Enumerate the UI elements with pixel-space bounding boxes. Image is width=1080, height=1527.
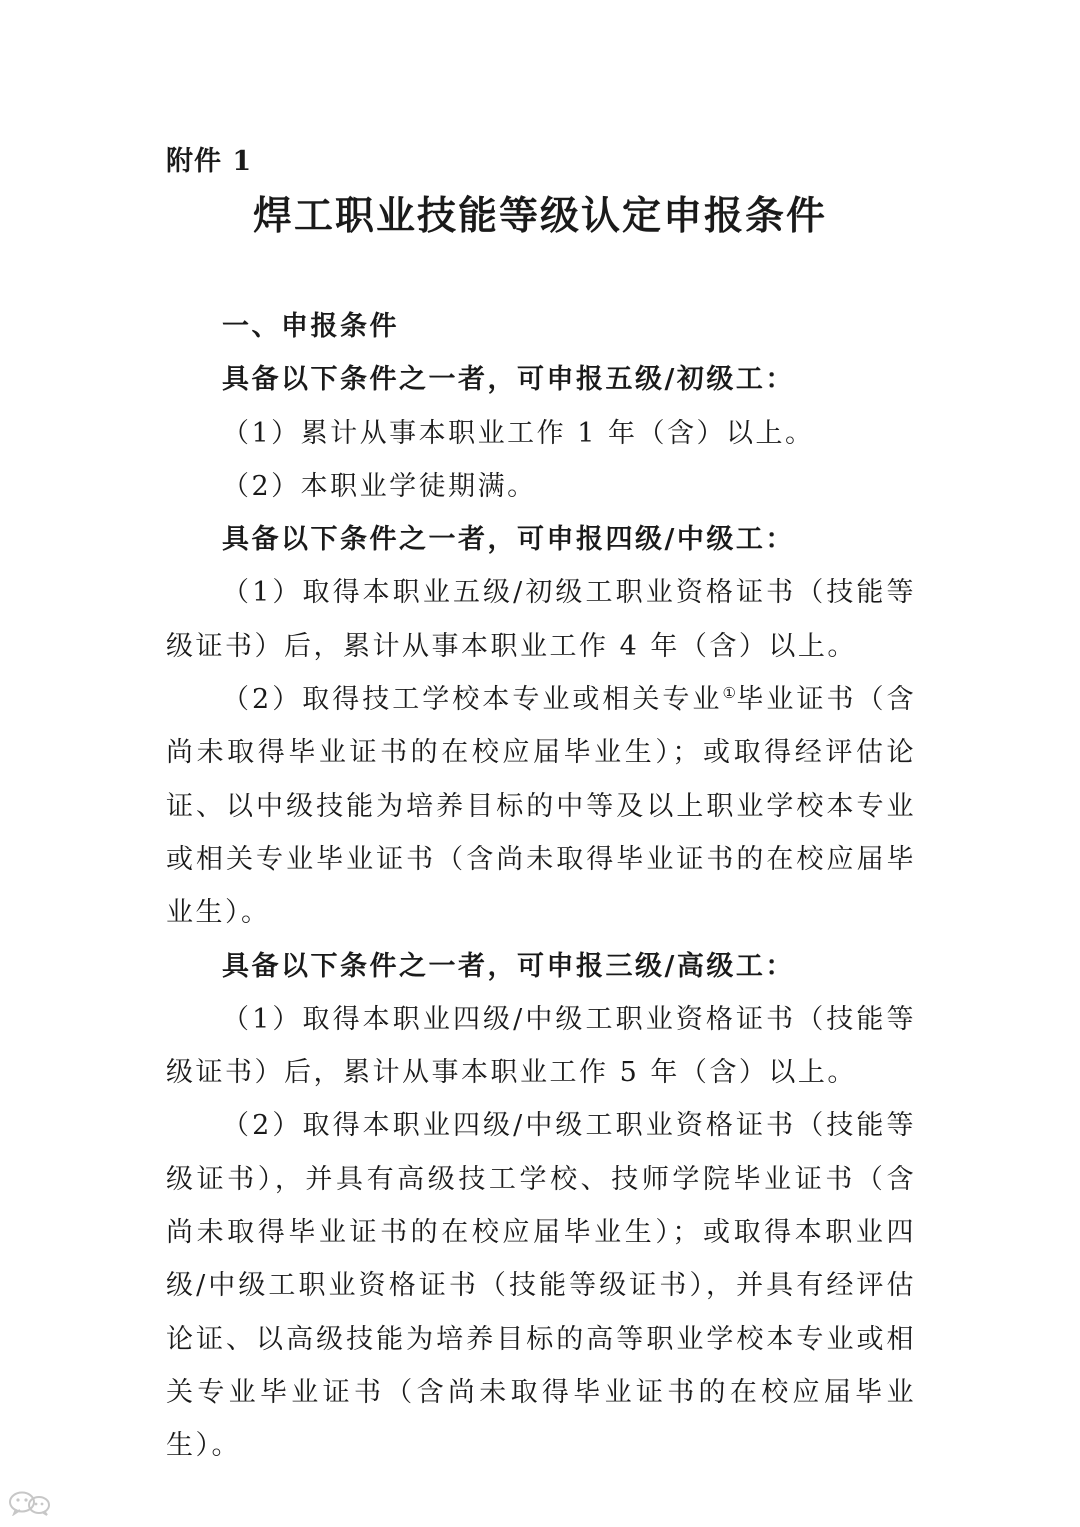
attachment-label: 附件 1 (166, 146, 253, 177)
condition-intro-level5: 具备以下条件之一者，可申报五级/初级工： (222, 364, 795, 396)
condition-item: （1）取得本职业五级/初级工职业资格证书（技能等级证书）后，累计从事本职业工作 4 年（含）以上。 (166, 577, 916, 662)
condition-item: （1）累计从事本职业工作 1 年（含）以上。 (222, 417, 815, 449)
page-title: 焊工职业技能等级认定申报条件 (252, 193, 827, 239)
condition-intro-level3: 具备以下条件之一者，可申报三级/高级工： (222, 950, 795, 982)
document-body (166, 300, 916, 1473)
condition-item: （1）取得本职业四级/中级工职业资格证书（技能等级证书）后，累计从事本职业工作 5 年（含）以上。 (166, 1003, 916, 1089)
wechat-logo-icon (8, 1490, 54, 1516)
condition-text: 毕业证书（含尚未取得毕业证书的在校应届毕业生）；或取得经评估论证、以中级技能为培养目标的中等及以上职业学校本专业或相关专业毕业证书（含尚未取得毕业证书的在校应届毕业生）。 (166, 684, 916, 929)
footnote-mark: ① (722, 684, 737, 703)
condition-intro-level4: 具备以下条件之一者，可申报四级/中级工： (222, 524, 795, 556)
condition-item: （2）本职业学徒期满。 (222, 470, 537, 502)
condition-item-with-footnote (166, 673, 916, 939)
watermark (8, 1488, 142, 1517)
condition-text: （2）取得技工学校本专业或相关专业 (222, 684, 723, 716)
watermark-text: 大数跨境 (58, 1492, 142, 1516)
condition-item: （2）取得本职业四级/中级工职业资格证书（技能等级证书），并具有高级技工学校、技师学院毕业证书（含尚未取得毕业证书的在校应届毕业生）；或取得本职业四级/中级工职业资格证书（技能等级证书），并具有经评估论证、以高级技能为培养目标的高等职业学校本专业或相关专业毕业证书（含尚未取得毕业证书的在校应届毕业生）。 (166, 1110, 916, 1462)
section-heading: 一、申报条件 (222, 311, 399, 342)
